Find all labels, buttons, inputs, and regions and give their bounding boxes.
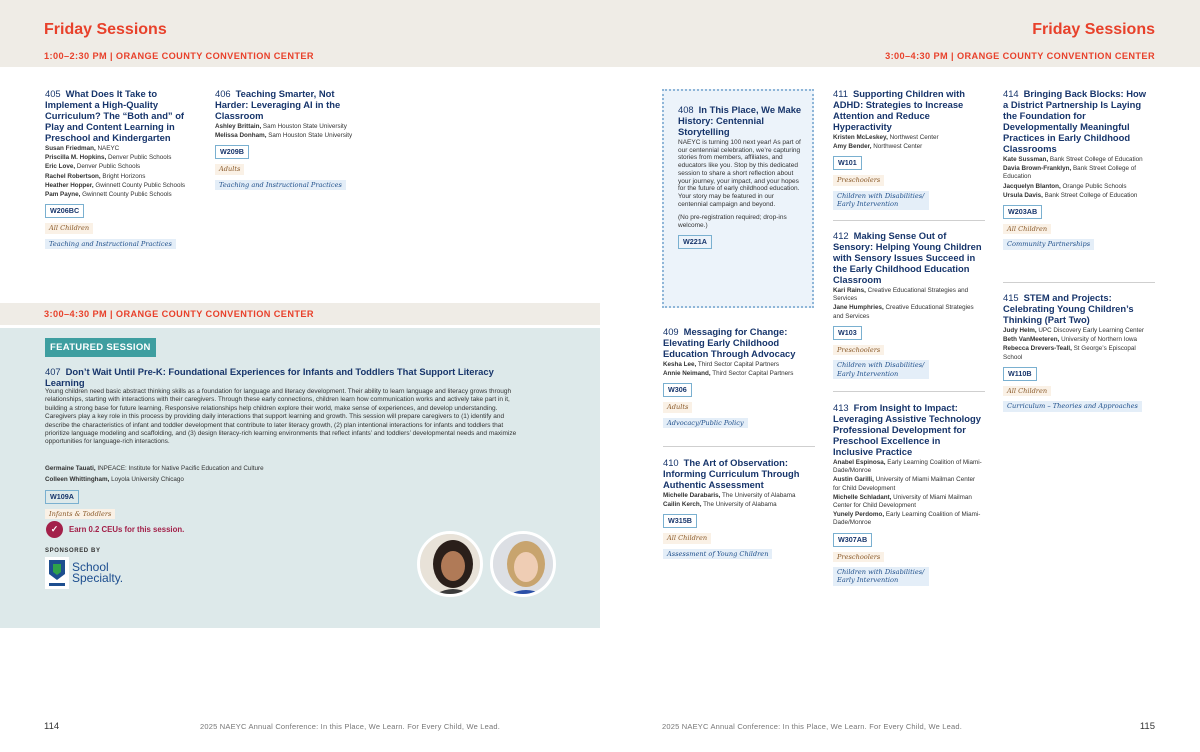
audience-tag: Infants & Toddlers	[45, 509, 115, 519]
presenter: Beth VanMeeteren, University of Northern Iowa	[1003, 336, 1138, 344]
audience-tag: All Children	[663, 533, 711, 543]
presenter: Ursula Davis, Bank Street College of Education	[1003, 191, 1138, 199]
session-title: 405 What Does It Take to Implement a High-Quality Curriculum? The “Both and” of Play and Content Learning in Preschool and Kindergarten	[45, 88, 185, 143]
featured-session-title: 407 Don’t Wait Until Pre-K: Foundational Experiences for Infants and Toddlers That Support Literacy Learning	[45, 366, 494, 388]
room-code: W206BC	[45, 204, 84, 218]
room-code: W306	[663, 383, 692, 397]
ceu-text: Earn 0.2 CEUs for this session.	[69, 525, 185, 534]
audience-tag: Adults	[663, 402, 692, 412]
sponsor-logo	[45, 557, 123, 589]
topic-tag: Advocacy/Public Policy	[663, 418, 748, 428]
featured-session-description: Young children need basic abstract thinking skills as a foundation for language and literacy development. Their ability to learn language and literacy grows through relationships, starting with interactions with their caregivers. Through these early connections, children learn how communication works and actively take part in it, building a strong base for future learning. Responsive relationships help children explore their world, make sense of experiences, and develop understanding. Caregivers play a key role in this process by providing daily interactions that support learning and growth. This session will prepare caregivers to (1) identify and describe the characteristics of infant and toddler development that contribute to later literacy growth, (2) plan intentional interactions for infants and toddlers that prioritize language modeling and scaffolding, and (3) design literacy-rich learning environments that reflect infants’ and toddlers’ developmental needs and maximize opportunities for language-rich interactions.	[45, 388, 517, 446]
session-411	[833, 88, 983, 210]
topic-tag: Children with Disabilities/ Early Intervention	[833, 360, 929, 379]
room-code: W103	[833, 326, 862, 340]
presenter: Germaine Tauati, INPEACE: Institute for Native Pacific Education and Culture	[45, 465, 264, 472]
presenter: Anabel Espinosa, Early Learning Coalition of Miami-Dade/Monroe	[833, 459, 982, 475]
audience-tag: All Children	[45, 223, 93, 233]
session-title: 411 Supporting Children with ADHD: Strategies to Increase Attention and Reduce Hyperactivity	[833, 88, 965, 132]
presenter-list	[663, 361, 813, 378]
presenter: Kesha Lee, Third Sector Capital Partners	[663, 361, 780, 368]
session-title: 410 The Art of Observation: Informing Curriculum Through Authentic Assessment	[663, 457, 800, 490]
presenter-list	[45, 145, 195, 199]
presenter-list	[1003, 156, 1153, 200]
audience-tag: Preschoolers	[833, 345, 884, 355]
presenter-list	[833, 459, 983, 528]
session-title: 406 Teaching Smarter, Not Harder: Leveraging AI in the Classroom	[215, 88, 341, 121]
topic-tag: Assessment of Young Children	[663, 549, 772, 559]
room-code: W101	[833, 156, 862, 170]
left-timeslot-header: 1:00–2:30 PM | ORANGE COUNTY CONVENTION CENTER	[44, 51, 314, 61]
audience-tag: All Children	[1003, 386, 1051, 396]
topic-tag: Curriculum – Theories and Approaches	[1003, 401, 1142, 411]
ceu-badge-icon: ✓	[46, 521, 63, 538]
presenter: Cailin Kerch, The University of Alabama	[663, 501, 777, 509]
room-code: W209B	[215, 145, 249, 159]
topic-tag: Community Partnerships	[1003, 239, 1094, 249]
featured-session-badge: FEATURED SESSION	[45, 338, 156, 357]
presenter: Annie Neimand, Third Sector Capital Partners	[663, 370, 794, 378]
session-406	[215, 88, 355, 190]
room-code: W109A	[45, 490, 79, 504]
featured-tags	[45, 485, 115, 519]
session-title: 414 Bringing Back Blocks: How a District Partnership Is Laying the Foundation for Developmentally Meaningful Practices in Early Childhood Classrooms	[1003, 88, 1147, 154]
room-code: W221A	[678, 235, 712, 249]
presenter-list	[45, 464, 264, 485]
presenter: Rebecca Drevers-Teall, St George’s Episcopal School	[1003, 345, 1136, 361]
presenter: Eric Love, Denver Public Schools	[45, 163, 141, 171]
session-415	[1003, 292, 1153, 412]
session-title: 413 From Insight to Impact: Leveraging Assistive Technology Professional Development for Preschool Excellence in Inclusive Practice	[833, 402, 981, 457]
left-timeslot-header-2: 3:00–4:30 PM | ORANGE COUNTY CONVENTION CENTER	[44, 309, 314, 319]
room-code: W307AB	[833, 533, 872, 547]
session-title: 412 Making Sense Out of Sensory: Helping Young Children with Sensory Issues Succeed in the Early Childhood Education Classroom	[833, 230, 982, 285]
session-409	[663, 326, 813, 428]
session-414	[1003, 88, 1153, 250]
presenter: Michelle Darabaris, The University of Alabama	[663, 492, 796, 499]
presenter: Michelle Schladant, University of Miami Mailman Center for Child Development	[833, 493, 972, 510]
left-page-title: Friday Sessions	[44, 21, 167, 38]
presenter-photo	[417, 531, 483, 597]
presenter: Pam Payne, Gwinnett County Public Schools	[45, 191, 172, 199]
topic-tag: Children with Disabilities/ Early Intervention	[833, 191, 929, 210]
audience-tag: All Children	[1003, 224, 1051, 234]
presenter-list	[833, 134, 983, 151]
presenter: Austin Garilli, University of Miami Mailman Center for Child Development	[833, 476, 976, 492]
topic-tag: Teaching and Instructional Practices	[215, 180, 346, 190]
right-page-title: Friday Sessions	[1032, 21, 1155, 38]
session-title: 408 In This Place, We Make History: Centennial Storytelling	[678, 104, 802, 137]
divider	[833, 220, 985, 221]
room-code: W315B	[663, 514, 697, 528]
presenter: Judy Helm, UPC Discovery Early Learning Center	[1003, 327, 1145, 334]
room-code: W110B	[1003, 367, 1037, 381]
divider	[663, 446, 815, 447]
presenter-list	[1003, 327, 1153, 362]
presenter: Jacquelyn Blanton, Orange Public Schools	[1003, 182, 1127, 190]
session-408	[678, 104, 802, 249]
session-title: 415 STEM and Projects: Celebrating Young Children’s Thinking (Part Two)	[1003, 292, 1134, 325]
footer-text-left: 2025 NAEYC Annual Conference: In this Place, We Learn. For Every Child, We Lead.	[200, 722, 501, 731]
presenter-list	[663, 492, 813, 509]
presenter: Jane Humphries, Creative Educational Strategies and Services	[833, 304, 974, 320]
topic-tag: Children with Disabilities/ Early Intervention	[833, 567, 929, 586]
audience-tag: Preschoolers	[833, 175, 884, 185]
audience-tag: Preschoolers	[833, 552, 884, 562]
sponsor-name: School Specialty.	[72, 560, 124, 585]
session-412	[833, 230, 983, 379]
sponsored-by-label: SPONSORED BY	[45, 548, 101, 554]
topic-tag: Teaching and Instructional Practices	[45, 239, 176, 249]
session-title: 409 Messaging for Change: Elevating Early Childhood Education Through Advocacy	[663, 326, 796, 359]
presenter: Davia Brown-Franklyn, Bank Street College of Education	[1003, 165, 1136, 181]
session-410	[663, 457, 813, 559]
presenter: Rachel Robertson, Bright Horizons	[45, 172, 146, 180]
presenter: Melissa Donham, Sam Houston State University	[215, 132, 353, 140]
presenter: Priscilla M. Hopkins, Denver Public Schools	[45, 154, 172, 162]
page-number-left: 114	[44, 721, 60, 732]
ceu-note	[46, 521, 184, 538]
audience-tag: Adults	[215, 164, 244, 174]
page-number-right: 115	[1139, 721, 1155, 732]
divider	[1003, 282, 1155, 283]
footer-text-right: 2025 NAEYC Annual Conference: In this Place, We Learn. For Every Child, We Lead.	[662, 722, 963, 731]
session-405	[45, 88, 195, 249]
presenter: Heather Hopper, Gwinnett County Public Schools	[45, 181, 185, 189]
presenter-list	[215, 123, 355, 140]
session-note: (No pre-registration required; drop-ins welcome.)	[678, 214, 787, 230]
room-code: W203AB	[1003, 205, 1042, 219]
presenter-photo	[490, 531, 556, 597]
presenter: Yunely Perdomo, Early Learning Coalition of Miami-Dade/Monroe	[833, 511, 981, 527]
presenter: Kari Rains, Creative Educational Strategies and Services	[833, 287, 969, 303]
presenter: Ashley Brittain, Sam Houston State University	[215, 123, 347, 130]
school-specialty-logo-icon	[45, 557, 69, 589]
right-timeslot-header: 3:00–4:30 PM | ORANGE COUNTY CONVENTION CENTER	[885, 51, 1155, 61]
divider	[833, 391, 985, 392]
presenter: Susan Friedman, NAEYC	[45, 145, 120, 152]
session-413	[833, 402, 983, 586]
presenter: Colleen Whittingham, Loyola University Chicago	[45, 475, 184, 483]
presenter-list	[833, 287, 983, 321]
presenter: Amy Bender, Northwest Center	[833, 143, 923, 151]
presenter: Kate Sussman, Bank Street College of Education	[1003, 156, 1143, 163]
session-description: NAEYC is turning 100 next year! As part of our centennial celebration, we’re capturing stories from members, affiliates, and educators like you. Stop by this dedicated session to share a short reflection about your journey, your impact, and your hopes for the future of early childhood education. Your story may be featured in our centennial campaign and beyond.	[678, 139, 801, 208]
presenter: Kristen McLeskey, Northwest Center	[833, 134, 939, 141]
